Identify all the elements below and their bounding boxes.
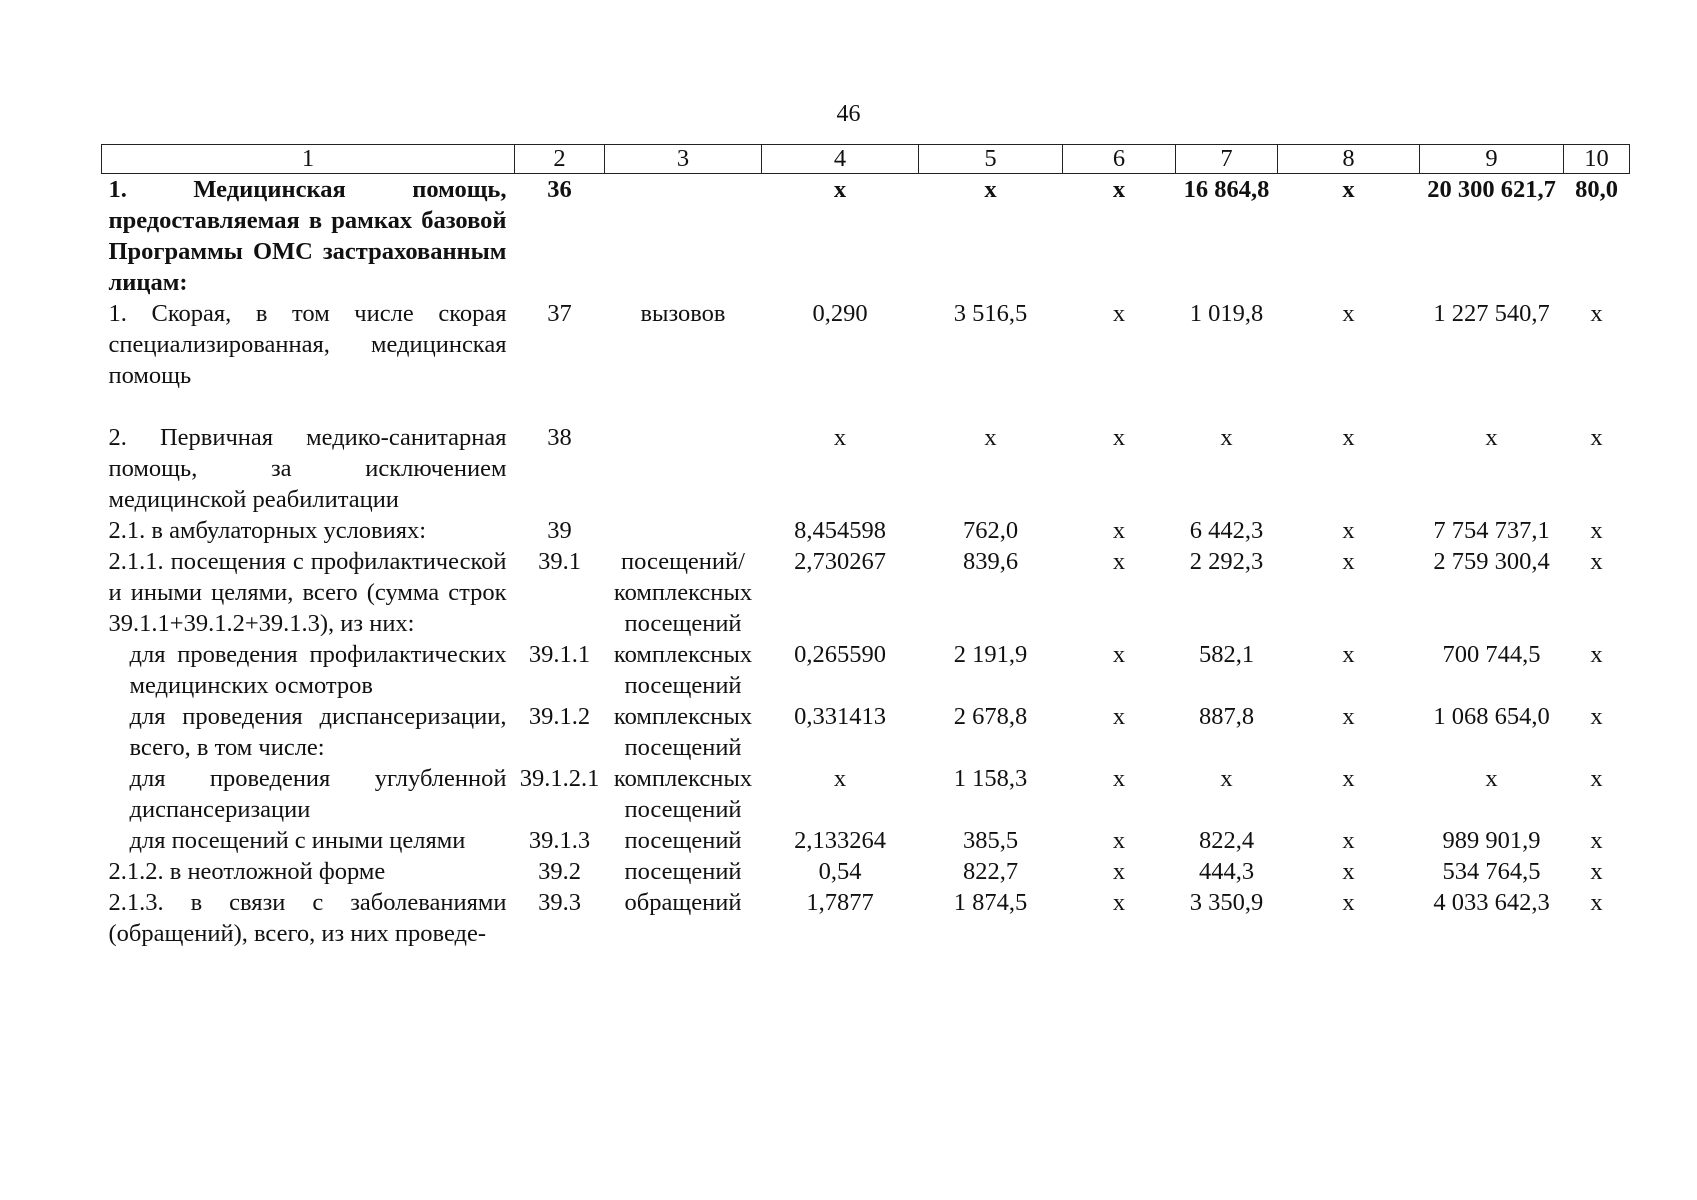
cell-col5: 762,0 xyxy=(962,517,1019,544)
row-unit xyxy=(605,174,762,299)
cell-col6: х xyxy=(1112,858,1126,885)
cell-col8: х xyxy=(1342,889,1355,916)
row-name: 1. Скорая, в том числе скорая специализированная, медицинская помощь xyxy=(108,300,507,389)
cell-col9: 7 754 737,1 xyxy=(1433,517,1550,544)
cell-col5: х xyxy=(984,424,997,451)
table-row xyxy=(102,825,1630,856)
column-header: 2 xyxy=(515,145,605,174)
table-row xyxy=(102,546,1630,639)
cell-col4: х xyxy=(833,424,847,451)
column-header: 10 xyxy=(1564,145,1630,174)
cell-col4: 2,133264 xyxy=(794,827,886,854)
cell-col9: х xyxy=(1485,424,1498,451)
cell-col7: 2 292,3 xyxy=(1189,548,1264,575)
cell-col9: 4 033 642,3 xyxy=(1433,889,1550,916)
cell-col8: х xyxy=(1342,548,1355,575)
column-header: 8 xyxy=(1278,145,1420,174)
cell-col8: х xyxy=(1342,827,1355,854)
cell-col10: х xyxy=(1590,548,1603,575)
cell-col10: х xyxy=(1590,517,1603,544)
cell-col8: х xyxy=(1342,765,1355,792)
cell-col4: 0,290 xyxy=(812,300,868,327)
data-table xyxy=(101,144,1630,949)
column-header: 9 xyxy=(1420,145,1564,174)
cell-col7: 822,4 xyxy=(1198,827,1255,854)
cell-col6: х xyxy=(1112,827,1126,854)
cell-col4: 2,730267 xyxy=(794,548,886,575)
cell-col6: х xyxy=(1112,176,1126,203)
row-line-code: 39 xyxy=(547,517,572,544)
cell-col7: 6 442,3 xyxy=(1189,517,1264,544)
cell-col6: х xyxy=(1112,703,1126,730)
cell-col8: х xyxy=(1342,176,1355,203)
cell-col10: х xyxy=(1590,703,1603,730)
column-header: 1 xyxy=(102,145,515,174)
cell-col5: 2 191,9 xyxy=(953,641,1028,668)
cell-col4: 1,7877 xyxy=(806,889,874,916)
row-line-code: 39.2 xyxy=(538,858,581,885)
row-line-code: 36 xyxy=(547,176,572,203)
cell-col5: 839,6 xyxy=(962,548,1019,575)
row-unit: обращений xyxy=(624,889,742,916)
cell-col9: 700 744,5 xyxy=(1442,641,1541,668)
row-name: 1. Медицинская помощь, предоставляемая в рамках базовой Программы ОМС застрахованным лицам: xyxy=(108,176,507,296)
table-row xyxy=(102,763,1630,825)
cell-col5: 3 516,5 xyxy=(953,300,1028,327)
cell-col4: х xyxy=(833,765,847,792)
cell-col6: х xyxy=(1112,517,1126,544)
table-row xyxy=(102,515,1630,546)
row-name: 2.1. в амбулаторных условиях: xyxy=(108,517,427,544)
cell-col4: х xyxy=(833,176,847,203)
cell-col10: х xyxy=(1590,889,1603,916)
cell-col9: 1 227 540,7 xyxy=(1433,300,1550,327)
row-name: 2. Первичная медико-санитарная помощь, за исключением медицинской реабилитации xyxy=(108,424,507,513)
table-row xyxy=(102,174,1630,299)
page-number: 46 xyxy=(836,101,861,127)
cell-col10: х xyxy=(1590,300,1603,327)
cell-col9: 20 300 621,7 xyxy=(1427,176,1556,203)
table-row xyxy=(102,887,1630,949)
cell-col8: х xyxy=(1342,703,1355,730)
cell-col4: 0,331413 xyxy=(794,703,886,730)
column-header: 4 xyxy=(762,145,919,174)
row-line-code: 39.1.2 xyxy=(528,703,591,730)
header-row xyxy=(102,145,1630,174)
cell-col4: 0,265590 xyxy=(794,641,886,668)
cell-col10: х xyxy=(1590,765,1603,792)
table-row xyxy=(102,298,1630,422)
cell-col7: 887,8 xyxy=(1198,703,1255,730)
cell-col4: 0,54 xyxy=(818,858,862,885)
column-header: 6 xyxy=(1063,145,1176,174)
row-line-code: 39.1.3 xyxy=(528,827,591,854)
cell-col8: х xyxy=(1342,858,1355,885)
row-name: для проведения углубленной диспансеризации xyxy=(129,765,507,823)
row-name: 2.1.2. в неотложной форме xyxy=(108,858,386,885)
cell-col7: 1 019,8 xyxy=(1189,300,1264,327)
cell-col5: 2 678,8 xyxy=(953,703,1028,730)
row-unit: комплексных посещений xyxy=(613,641,753,699)
column-header: 7 xyxy=(1176,145,1278,174)
cell-col8: х xyxy=(1342,300,1355,327)
row-unit xyxy=(605,515,762,546)
row-unit: посещений/ комплексных посещений xyxy=(613,548,753,637)
table-row xyxy=(102,856,1630,887)
row-unit: посещений xyxy=(624,827,742,854)
row-name: для посещений с иными целями xyxy=(129,827,466,854)
row-line-code: 39.1.1 xyxy=(528,641,591,668)
row-line-code: 39.3 xyxy=(538,889,581,916)
cell-col5: 385,5 xyxy=(962,827,1019,854)
cell-col8: х xyxy=(1342,517,1355,544)
cell-col10: х xyxy=(1590,858,1603,885)
column-header: 3 xyxy=(605,145,762,174)
row-name: 2.1.3. в связи с заболеваниями (обращений), всего, из них проведе- xyxy=(108,889,507,947)
cell-col7: х xyxy=(1220,424,1233,451)
row-name: для проведения диспансеризации, всего, в том числе: xyxy=(129,703,507,761)
cell-col4: 8,454598 xyxy=(794,517,886,544)
row-unit: вызовов xyxy=(640,300,726,327)
cell-col7: 444,3 xyxy=(1198,858,1255,885)
cell-col6: х xyxy=(1112,300,1126,327)
row-name: для проведения профилактических медицинских осмотров xyxy=(129,641,507,699)
column-header: 5 xyxy=(919,145,1063,174)
cell-col10: х xyxy=(1590,641,1603,668)
row-line-code: 39.1 xyxy=(538,548,581,575)
cell-col6: х xyxy=(1112,548,1126,575)
row-unit: посещений xyxy=(624,858,742,885)
cell-col10: х xyxy=(1590,424,1603,451)
cell-col6: х xyxy=(1112,424,1126,451)
cell-col10: х xyxy=(1590,827,1603,854)
cell-col7: 3 350,9 xyxy=(1189,889,1264,916)
cell-col10: 80,0 xyxy=(1575,176,1618,203)
cell-col8: х xyxy=(1342,641,1355,668)
cell-col9: 534 764,5 xyxy=(1442,858,1541,885)
cell-col7: х xyxy=(1220,765,1233,792)
table-row xyxy=(102,639,1630,701)
cell-col5: х xyxy=(984,176,997,203)
table-row xyxy=(102,701,1630,763)
cell-col7: 16 864,8 xyxy=(1183,176,1270,203)
cell-col5: 1 874,5 xyxy=(953,889,1028,916)
cell-col9: 2 759 300,4 xyxy=(1433,548,1550,575)
cell-col9: 1 068 654,0 xyxy=(1433,703,1550,730)
row-line-code: 39.1.2.1 xyxy=(519,765,600,792)
cell-col8: х xyxy=(1342,424,1355,451)
row-name: 2.1.1. посещения с профилактической и иными целями, всего (сумма строк 39.1.1+39.1.2+39.1.3), из них: xyxy=(108,548,507,637)
cell-col6: х xyxy=(1112,641,1126,668)
cell-col5: 822,7 xyxy=(962,858,1019,885)
cell-col9: х xyxy=(1485,765,1498,792)
row-unit xyxy=(605,422,762,515)
cell-col7: 582,1 xyxy=(1198,641,1255,668)
row-unit: комплексных посещений xyxy=(613,765,753,823)
cell-col6: х xyxy=(1112,765,1126,792)
row-line-code: 38 xyxy=(547,424,572,451)
cell-col5: 1 158,3 xyxy=(953,765,1028,792)
cell-col6: х xyxy=(1112,889,1126,916)
row-unit: комплексных посещений xyxy=(613,703,753,761)
table-row xyxy=(102,422,1630,515)
row-line-code: 37 xyxy=(547,300,572,327)
cell-col9: 989 901,9 xyxy=(1442,827,1541,854)
